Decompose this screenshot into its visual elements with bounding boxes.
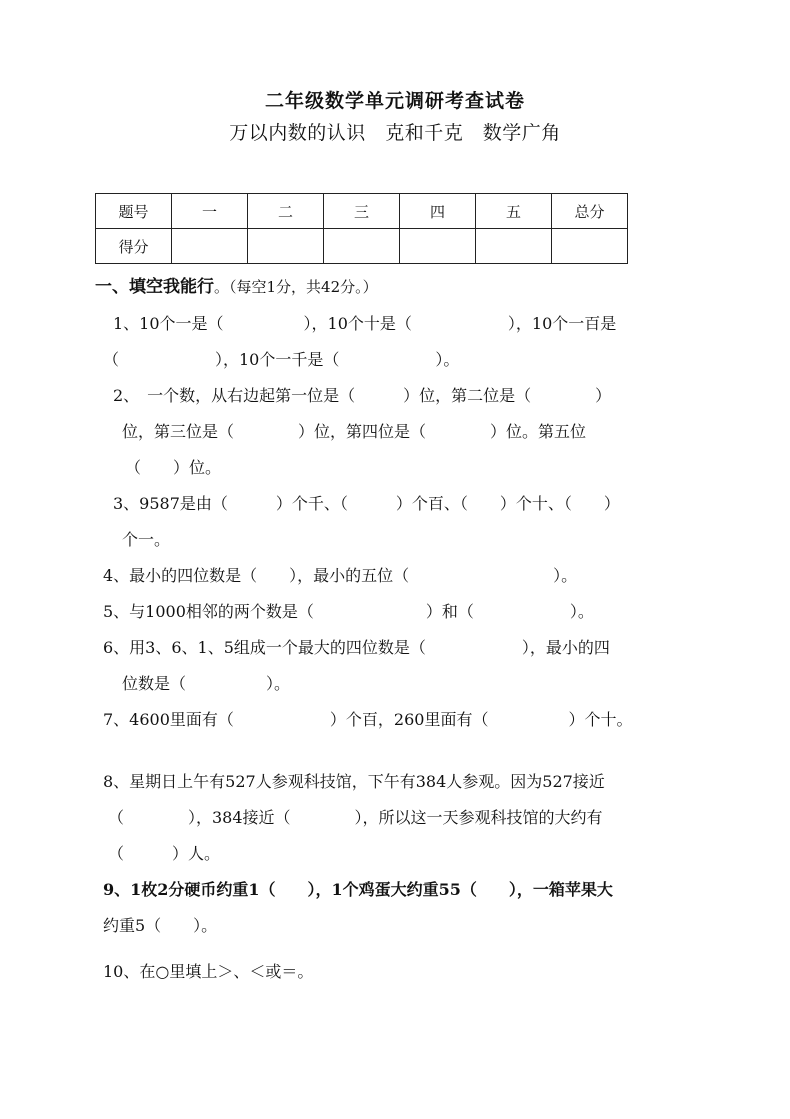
score-row-label: 得分 — [96, 229, 172, 264]
question-9-line-2: 约重5（ ）。 — [103, 916, 218, 935]
question-2-line-1: 2、 一个数，从右边起第一位是（ ）位，第二位是（ ） — [113, 386, 612, 405]
score-header-total: 总分 — [552, 194, 628, 229]
score-cell[interactable] — [476, 229, 552, 264]
score-cell[interactable] — [552, 229, 628, 264]
question-6-line-1: 6、用3、6、1、5组成一个最大的四位数是（ ），最小的四 — [103, 638, 610, 657]
section-heading-text: 一、填空我能行 — [95, 277, 214, 297]
question-2-line-2: 位，第三位是（ ）位，第四位是（ ）位。第五位 — [122, 422, 587, 441]
question-9-line-1: 9、1枚2分硬币约重1（ ），1个鸡蛋大约重55（ ），一箱苹果大 — [103, 880, 613, 899]
score-header-1: 一 — [172, 194, 248, 229]
exam-subtitle: 万以内数的认识 克和千克 数学广角 — [229, 122, 561, 144]
section-heading — [95, 277, 378, 297]
question-8-line-2: （ ），384接近（ ），所以这一天参观科技馆的大约有 — [108, 808, 603, 827]
score-header-2: 二 — [248, 194, 324, 229]
score-cell[interactable] — [324, 229, 400, 264]
score-cell[interactable] — [400, 229, 476, 264]
question-2-line-3: （ ）位。 — [125, 458, 222, 477]
score-cell[interactable] — [248, 229, 324, 264]
question-4: 4、最小的四位数是（ ），最小的五位（ ）。 — [103, 566, 578, 585]
question-3-line-2: 个一。 — [122, 530, 171, 549]
score-header-3: 三 — [324, 194, 400, 229]
score-table — [95, 193, 628, 264]
question-8-line-3: （ ）人。 — [108, 844, 221, 863]
question-1-line-2: （ ），10个一千是（ ）。 — [103, 350, 460, 369]
score-cell[interactable] — [172, 229, 248, 264]
question-8-line-1: 8、星期日上午有527人参观科技馆，下午有384人参观。因为527接近 — [103, 772, 605, 791]
score-header-label: 题号 — [96, 194, 172, 229]
question-6-line-2: 位数是（ ）。 — [122, 674, 291, 693]
score-table-score-row — [96, 229, 628, 264]
score-table-header-row — [96, 194, 628, 229]
question-5: 5、与1000相邻的两个数是（ ）和（ ）。 — [103, 602, 594, 621]
question-3-line-1: 3、9587是由（ ）个千、（ ）个百、（ ）个十、（ ） — [113, 494, 620, 513]
exam-title: 二年级数学单元调研考查试卷 — [264, 90, 525, 112]
question-10: 10、在○里填上＞、＜或＝。 — [103, 962, 314, 981]
score-header-5: 五 — [476, 194, 552, 229]
section-heading-note: 。（每空1分，共42分。） — [214, 278, 378, 296]
score-header-4: 四 — [400, 194, 476, 229]
question-1-line-1: 1、10个一是（ ），10个十是（ ），10个一百是 — [113, 314, 617, 333]
question-7: 7、4600里面有（ ）个百，260里面有（ ）个十。 — [103, 710, 633, 729]
